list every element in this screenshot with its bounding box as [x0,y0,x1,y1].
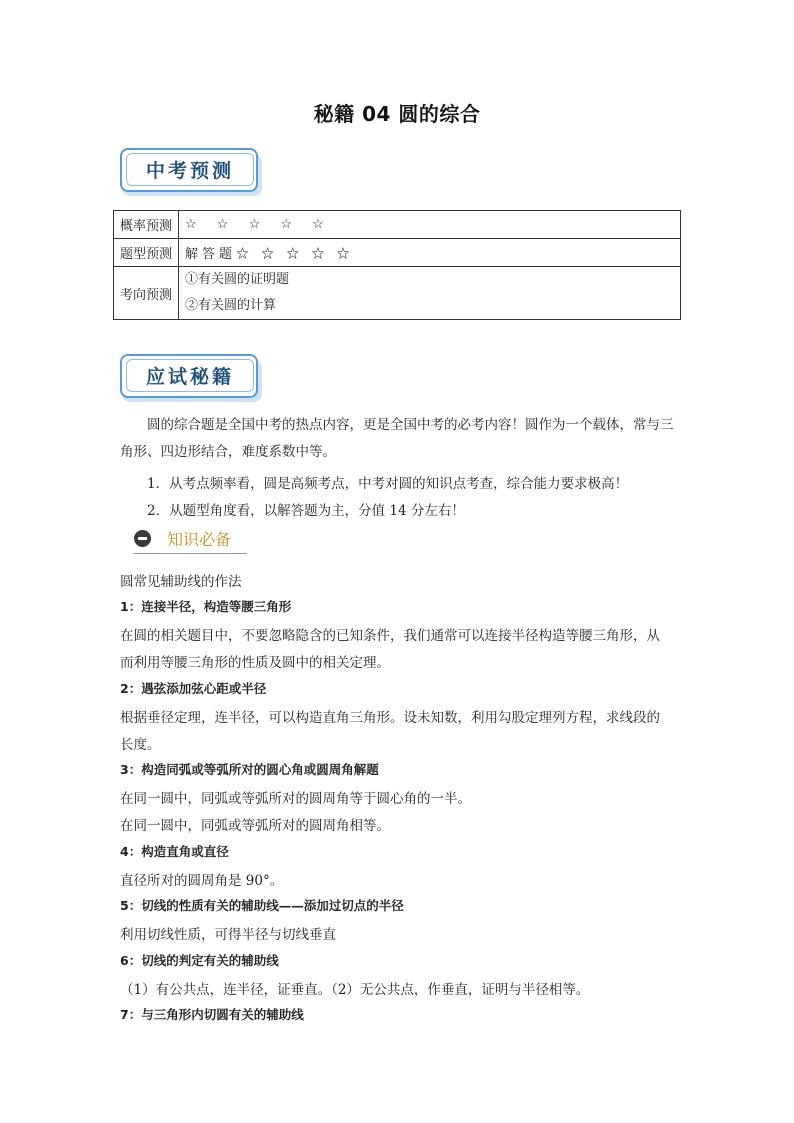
point-item: 2．从题型角度看，以解答题为主，分值 14 分左右！ [147,503,465,519]
method-text: 根据垂径定理，连半径，可以构造直角三角形。设未知数，利用勾股定理列方程，求线段的 [120,710,660,726]
page-title: 秘籍 04 圆的综合 [313,102,481,126]
method-text: 在圆的相关题目中，不要忽略隐含的已知条件，我们通常可以连接半径构造等腰三角形，从 [120,628,660,644]
method-heading: 1：连接半径，构造等腰三角形 [120,599,292,614]
table-cell-label: 题型预测 [114,239,179,267]
method-heading: 5：切线的性质有关的辅助线——添加过切点的半径 [120,898,404,913]
method-heading: 3：构造同弧或等弧所对的圆心角或圆周角解题 [120,762,379,777]
question-type-stars: 解答题☆ ☆ ☆ ☆ ☆ [179,239,681,267]
method-text: （1）有公共点，连半径，证垂直。（2）无公共点，作垂直，证明与半径相等。 [120,982,590,998]
section-banner-forecast [120,146,266,200]
method-text: 在同一圆中，同弧或等弧所对的圆周角等于圆心角的一半。 [120,791,471,807]
method-heading: 4：构造直角或直径 [120,844,229,859]
knowledge-section-header [133,527,247,555]
section-banner-tips [120,352,266,406]
content-heading: 圆常见辅助线的作法 [120,574,242,590]
table-cell-label: 考向预测 [114,267,179,320]
banner-label: 中考预测 [126,153,254,186]
banner-label: 应试秘籍 [126,359,254,392]
table-cell-label: 概率预测 [114,211,179,239]
method-heading: 7：与三角形内切圆有关的辅助线 [120,1007,304,1022]
method-text: 直径所对的圆周角是 90°。 [120,873,284,889]
table-cell-value [179,267,681,320]
method-text: 利用切线性质，可得半径与切线垂直 [120,927,336,943]
intro-paragraph: 圆的综合题是全国中考的热点内容，更是全国中考的必考内容！圆作为一个载体，常与三角形、四边形结合，难度系数中等。 [120,417,674,460]
knowledge-header-label: 知识必备 [167,530,232,549]
method-heading: 6：切线的判定有关的辅助线 [120,953,279,968]
method-text: 而利用等腰三角形的性质及圆中的相关定理。 [120,655,390,671]
probability-stars: ☆ ☆ ☆ ☆ ☆ [179,211,681,239]
forecast-item: ②有关圆的计算 [185,298,277,313]
method-text: 在同一圆中，同弧或等弧所对的圆周角相等。 [120,818,390,834]
method-text: 长度。 [120,737,161,753]
forecast-table [113,210,681,320]
minus-circle-icon [134,530,151,547]
table-row [114,267,681,320]
table-row [114,211,681,239]
header-underline [133,553,247,554]
table-row [114,239,681,267]
method-heading: 2：遇弦添加弦心距或半径 [120,681,267,696]
forecast-item: ①有关圆的证明题 [185,272,290,287]
point-item: 1．从考点频率看，圆是高频考点，中考对圆的知识点考查，综合能力要求极高！ [147,476,629,492]
